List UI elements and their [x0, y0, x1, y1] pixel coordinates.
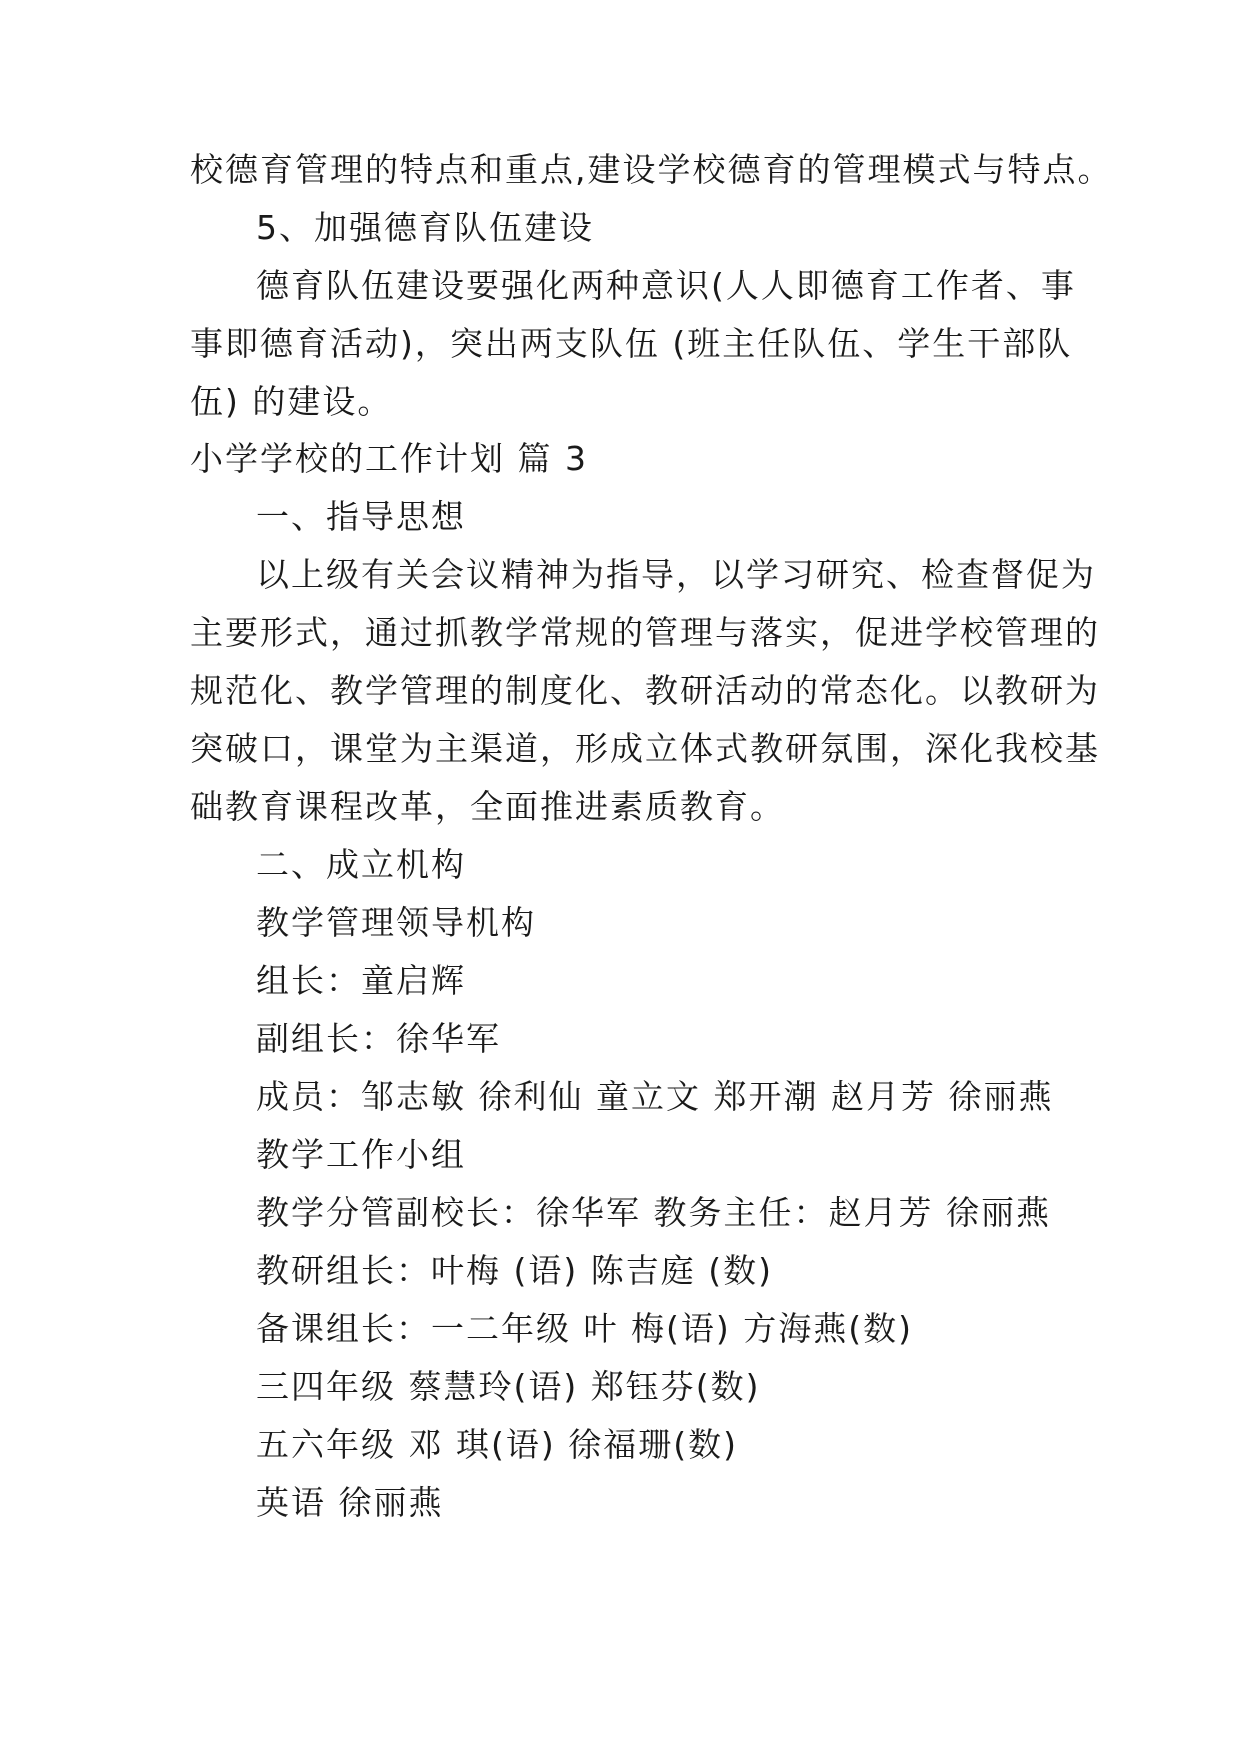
text-line: 副组长：徐华军: [256, 1019, 501, 1058]
text-line: 教研组长：叶梅 (语) 陈吉庭 (数): [256, 1251, 773, 1290]
text-line: 备课组长：一二年级 叶 梅(语) 方海燕(数): [256, 1309, 913, 1348]
text-line: 成员：邹志敏 徐利仙 童立文 郑开潮 赵月芳 徐丽燕: [256, 1077, 1054, 1116]
text-line: 组长：童启辉: [256, 961, 466, 1000]
text-line: 事即德育活动)，突出两支队伍 (班主任队伍、学生干部队: [190, 324, 1073, 363]
text-line: 三四年级 蔡慧玲(语) 郑钰芬(数): [256, 1367, 761, 1406]
text-line: 教学工作小组: [256, 1135, 466, 1174]
text-line: 规范化、教学管理的制度化、教研活动的常态化。以教研为: [190, 671, 1100, 710]
section-heading: 一、指导思想: [256, 497, 466, 536]
text-line: 础教育课程改革，全面推进素质教育。: [190, 787, 785, 826]
text-line: 德育队伍建设要强化两种意识(人人即德育工作者、事: [256, 266, 1076, 305]
text-line: 伍) 的建设。: [190, 382, 393, 421]
text-line: 英语 徐丽燕: [256, 1483, 444, 1522]
section-heading: 二、成立机构: [256, 845, 466, 884]
text-line: 五六年级 邓 琪(语) 徐福珊(数): [256, 1425, 738, 1464]
text-line: 校德育管理的特点和重点,建设学校德育的管理模式与特点。: [190, 150, 1113, 189]
text-line: 突破口，课堂为主渠道，形成立体式教研氛围，深化我校基: [190, 729, 1100, 768]
document-heading: 小学学校的工作计划 篇 3: [190, 439, 588, 478]
section-heading: 5、加强德育队伍建设: [256, 208, 594, 247]
text-line: 教学分管副校长：徐华军 教务主任：赵月芳 徐丽燕: [256, 1193, 1051, 1232]
text-line: 以上级有关会议精神为指导，以学习研究、检查督促为: [256, 555, 1096, 594]
text-line: 主要形式，通过抓教学常规的管理与落实，促进学校管理的: [190, 613, 1100, 652]
text-line: 教学管理领导机构: [256, 903, 536, 942]
